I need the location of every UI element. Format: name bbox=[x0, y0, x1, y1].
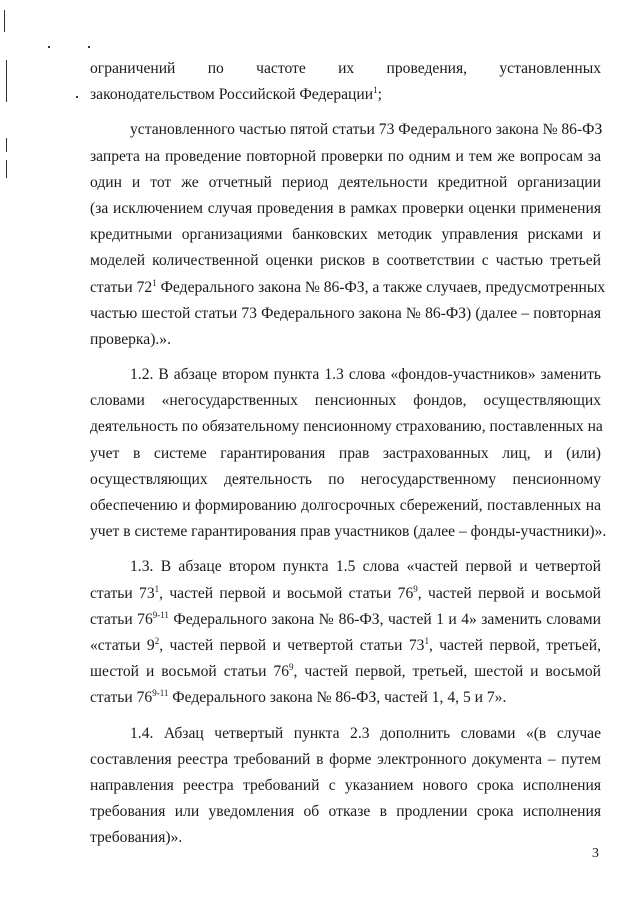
text-segment: требования или уведомления об отказе в продлении срока исполнения bbox=[90, 803, 601, 821]
text-segment: статьи 73 bbox=[90, 584, 155, 602]
text-line bbox=[90, 82, 601, 108]
text-segment: , частей первой и четвертой статьи 73 bbox=[159, 636, 425, 654]
scan-mark bbox=[48, 46, 50, 48]
text-segment: , частей первой и восьмой статьи 76 bbox=[159, 584, 414, 602]
text-segment: учет в системе гарантирования прав участников (далее – фонды-участники)». bbox=[90, 523, 607, 541]
text-segment: статьи 76 bbox=[90, 610, 153, 628]
text-line bbox=[90, 222, 601, 248]
text-line bbox=[90, 414, 601, 440]
text-line bbox=[90, 747, 601, 773]
text-line bbox=[90, 388, 601, 414]
text-segment: 1.3. В абзаце втором пункта 1.5 слова «частей первой и четвертой bbox=[130, 558, 601, 576]
text-segment: законодательством Российской Федерации bbox=[90, 86, 374, 104]
superscript: 1 bbox=[373, 85, 378, 96]
text-line bbox=[90, 773, 601, 799]
superscript: 9-11 bbox=[152, 688, 169, 699]
text-segment: Федерального закона № 86-ФЗ, частей 1, 4, 5 и 7». bbox=[168, 689, 507, 707]
text-segment: ; bbox=[377, 86, 382, 104]
paragraph bbox=[90, 362, 607, 545]
superscript: 1 bbox=[424, 635, 429, 646]
text-line bbox=[90, 721, 601, 747]
text-segment: ограничений по частоте их проведения, установленных bbox=[90, 60, 601, 77]
scan-mark bbox=[6, 160, 7, 178]
paragraph bbox=[90, 721, 601, 852]
text-segment: запрета на проведение повторной проверки по одним и тем же вопросам за bbox=[90, 147, 601, 165]
superscript: 9-11 bbox=[152, 609, 169, 620]
text-segment: установленного частью пятой статьи 73 Федерального закона № 86-ФЗ bbox=[130, 121, 603, 139]
scan-mark bbox=[6, 138, 7, 152]
text-line bbox=[90, 362, 601, 388]
text-line bbox=[90, 144, 601, 170]
text-segment: шестой и восьмой статьи 76 bbox=[90, 663, 290, 681]
text-line bbox=[90, 659, 601, 685]
text-segment: , частей первой, третьей, bbox=[428, 636, 601, 654]
text-segment: моделей количественной оценки рисков в соответствии с частью третьей bbox=[90, 252, 601, 270]
scan-mark bbox=[6, 60, 7, 102]
text-line bbox=[90, 493, 601, 519]
text-segment: 1.2. В абзаце втором пункта 1.3 слова «фондов-участников» заменить bbox=[130, 366, 601, 384]
document-body bbox=[90, 56, 607, 851]
text-segment: направления реестра требований с указанием нового срока исполнения bbox=[90, 776, 601, 794]
text-line bbox=[90, 196, 601, 222]
paragraph bbox=[90, 554, 601, 711]
text-line bbox=[90, 799, 601, 825]
text-segment: статьи 76 bbox=[90, 689, 153, 707]
scan-mark bbox=[4, 10, 5, 32]
text-segment: составления реестра требований в форме электронного документа – путем bbox=[90, 750, 601, 768]
text-segment: обеспечению и формированию долгосрочных сбережений, поставленных на bbox=[90, 497, 601, 514]
text-line bbox=[90, 633, 601, 659]
text-segment: 1.4. Абзац четвертый пункта 2.3 дополнить словами «(в случае bbox=[130, 724, 601, 742]
text-segment: , частей первой, третьей, шестой и восьмой bbox=[293, 663, 601, 681]
text-line bbox=[90, 117, 601, 143]
scan-mark bbox=[76, 96, 78, 98]
text-line bbox=[90, 275, 606, 301]
text-line bbox=[90, 607, 601, 633]
text-line bbox=[90, 56, 601, 82]
text-segment: требования)». bbox=[90, 829, 183, 847]
text-line bbox=[90, 327, 601, 353]
text-line bbox=[90, 825, 601, 851]
text-segment: деятельность по обязательному пенсионному страхованию, поставленных на bbox=[90, 418, 603, 436]
text-line bbox=[90, 467, 601, 493]
text-segment: учет в системе гарантирования прав застрахованных лиц, и (или) bbox=[90, 444, 601, 462]
text-segment: словами «негосударственных пенсионных фондов, осуществляющих bbox=[90, 392, 601, 410]
text-segment: частью шестой статьи 73 Федерального закона № 86-ФЗ) (далее – повторная bbox=[90, 304, 601, 322]
text-segment: Федерального закона № 86-ФЗ, а также случаев, предусмотренных bbox=[156, 278, 606, 296]
text-line bbox=[90, 441, 601, 467]
text-line bbox=[90, 170, 601, 196]
superscript: 1 bbox=[154, 583, 160, 594]
superscript: 1 bbox=[152, 277, 157, 288]
text-line bbox=[90, 581, 601, 607]
scan-mark bbox=[88, 46, 90, 48]
superscript: 2 bbox=[154, 635, 160, 646]
text-line bbox=[90, 685, 601, 711]
superscript: 9 bbox=[413, 583, 418, 594]
text-line bbox=[90, 301, 601, 327]
text-line bbox=[90, 554, 601, 580]
text-segment: статьи 72 bbox=[90, 278, 153, 296]
text-segment: , частей первой и восьмой bbox=[417, 584, 601, 602]
text-segment: (за исключением случая проведения в рамках проверки оценки применения bbox=[90, 199, 601, 217]
text-segment: проверка).». bbox=[90, 330, 171, 348]
paragraph bbox=[90, 117, 606, 353]
text-segment: «статьи 9 bbox=[90, 636, 155, 654]
text-segment: один и тот же отчетный период деятельности кредитной организации bbox=[90, 173, 601, 191]
text-segment: кредитными организациями банковских методик управления рисками и bbox=[90, 226, 601, 244]
text-line bbox=[90, 248, 601, 274]
text-segment: Федерального закона № 86-ФЗ, частей 1 и 4» заменить словами bbox=[168, 610, 601, 628]
superscript: 9 bbox=[289, 662, 294, 673]
text-segment: осуществляющих деятельность по негосударственному пенсионному bbox=[90, 470, 601, 488]
page-number: 3 bbox=[592, 846, 599, 861]
text-line bbox=[90, 519, 607, 545]
paragraph bbox=[90, 56, 601, 108]
